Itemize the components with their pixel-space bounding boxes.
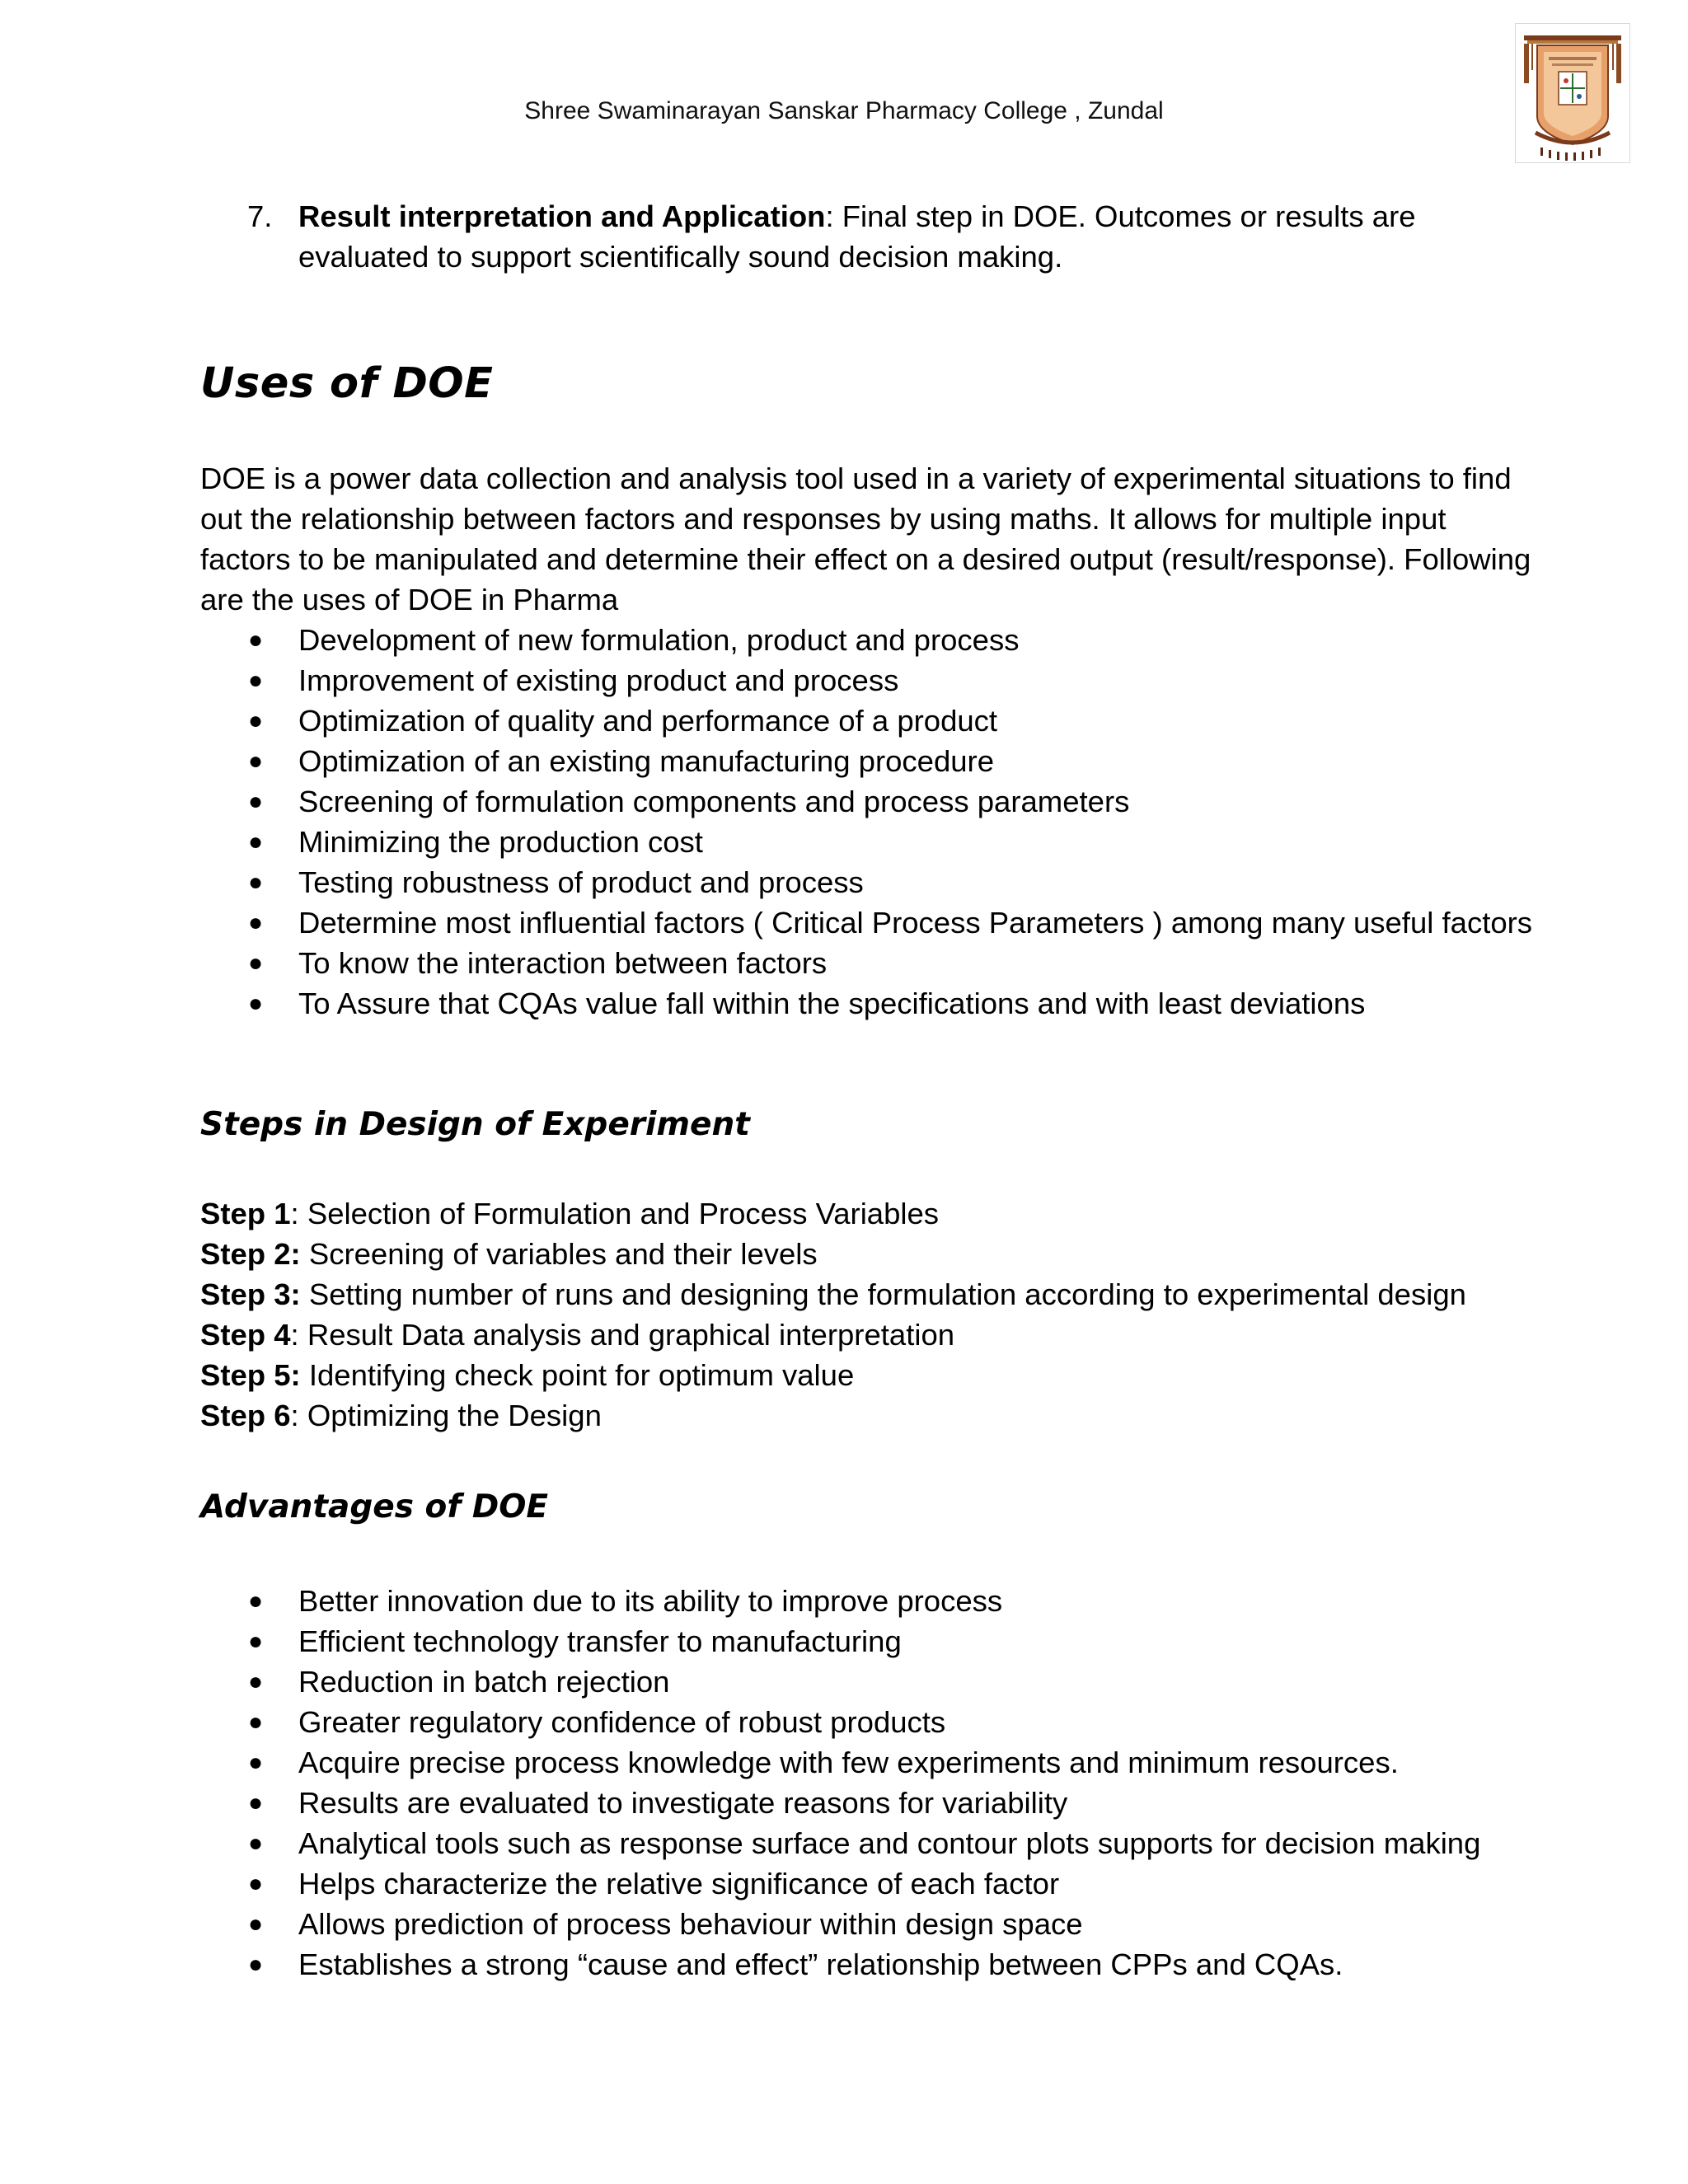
list-item bbox=[200, 701, 1536, 741]
bullet-icon: ● bbox=[248, 1708, 264, 1736]
list-item bbox=[200, 822, 1536, 862]
step-text: Identifying check point for optimum value bbox=[308, 1358, 855, 1392]
bullet-icon: ● bbox=[248, 869, 264, 896]
list-item bbox=[200, 1783, 1536, 1823]
list-item-text: Better innovation due to its ability to improve process bbox=[298, 1584, 1003, 1618]
list-item-text: Minimizing the production cost bbox=[298, 825, 703, 859]
bullet-icon: ● bbox=[248, 788, 264, 815]
bullet-icon: ● bbox=[248, 1628, 264, 1655]
uses-intro-paragraph: DOE is a power data collection and analysis tool used in a variety of experimental situations to find out the relationship between factors and responses by using maths. It allows for multiple input factors to be manipulated and determine their effect on a desired output (result/response). Following are the uses of DOE in Pharma bbox=[200, 462, 1531, 616]
bullet-icon: ● bbox=[248, 949, 264, 977]
list-item-text: Determine most influential factors ( Critical Process Parameters ) among many useful factors bbox=[298, 906, 1533, 940]
step-label: Step 2: bbox=[200, 1237, 301, 1271]
list-item-text: Optimization of an existing manufacturing procedure bbox=[298, 744, 995, 778]
college-crest-icon bbox=[1515, 23, 1630, 163]
list-item bbox=[200, 781, 1536, 822]
list-item-text: Development of new formulation, product and process bbox=[298, 623, 1020, 657]
bullet-icon: ● bbox=[248, 1830, 264, 1857]
bullet-icon: ● bbox=[248, 1587, 264, 1615]
list-item bbox=[200, 1944, 1536, 1985]
step-text: Selection of Formulation and Process Variables bbox=[307, 1197, 940, 1230]
bullet-icon: ● bbox=[248, 1910, 264, 1938]
step-item bbox=[200, 1234, 1536, 1274]
list-item-text: Establishes a strong “cause and effect” relationship between CPPs and CQAs. bbox=[298, 1947, 1343, 1981]
list-item-text: Optimization of quality and performance of a product bbox=[298, 704, 998, 738]
step-label: Step 6 bbox=[200, 1399, 291, 1432]
steps-heading: Steps in Design of Experiment bbox=[200, 1106, 750, 1143]
advantages-list bbox=[200, 1581, 1536, 1985]
uses-list bbox=[200, 620, 1536, 1024]
step-text: Setting number of runs and designing the formulation according to experimental design bbox=[308, 1277, 1466, 1311]
list-item-text: Results are evaluated to investigate reasons for variability bbox=[298, 1786, 1068, 1820]
bullet-icon: ● bbox=[248, 909, 264, 936]
list-item bbox=[200, 943, 1536, 983]
bullet-icon: ● bbox=[248, 667, 264, 694]
list-item-text: Greater regulatory confidence of robust products bbox=[298, 1705, 946, 1739]
advantages-heading: Advantages of DOE bbox=[200, 1488, 549, 1526]
list-item bbox=[200, 1661, 1536, 1702]
step-item: Step 6: Optimizing the Design bbox=[200, 1399, 602, 1432]
list-item-text: Reduction in batch rejection bbox=[298, 1665, 670, 1699]
list-item bbox=[200, 660, 1536, 701]
list-item-text: Helps characterize the relative significance of each factor bbox=[298, 1867, 1060, 1900]
list-item-text: Efficient technology transfer to manufacturing bbox=[298, 1624, 902, 1658]
list-item bbox=[200, 1742, 1536, 1783]
step-label: Step 4 bbox=[200, 1318, 291, 1352]
list-item bbox=[200, 983, 1536, 1024]
bullet-icon: ● bbox=[248, 748, 264, 775]
uses-heading: Uses of DOE bbox=[200, 359, 494, 408]
list-number: 7. bbox=[247, 199, 273, 233]
list-item-text: Allows prediction of process behaviour within design space bbox=[298, 1907, 1083, 1941]
list-item bbox=[200, 1581, 1536, 1621]
list-item-text: Testing robustness of product and process bbox=[298, 865, 864, 899]
bullet-icon: ● bbox=[248, 626, 264, 654]
bullet-icon: ● bbox=[248, 1951, 264, 1978]
step-item: Step 1: Selection of Formulation and Process Variables bbox=[200, 1197, 940, 1230]
numbered-item-text: : Final step in DOE. Outcomes or results are evaluated to support scientifically sound decision making. bbox=[298, 199, 1416, 274]
step-label: Step 5: bbox=[200, 1358, 301, 1392]
list-item-text: Acquire precise process knowledge with few experiments and minimum resources. bbox=[298, 1746, 1399, 1779]
list-item-text: Improvement of existing product and process bbox=[298, 663, 899, 697]
list-item-text: To know the interaction between factors bbox=[298, 946, 828, 980]
list-item bbox=[200, 902, 1536, 943]
bullet-icon: ● bbox=[248, 1749, 264, 1776]
list-item-text: To Assure that CQAs value fall within the specifications and with least deviations bbox=[298, 987, 1366, 1020]
bullet-icon: ● bbox=[248, 990, 264, 1017]
step-text: Screening of variables and their levels bbox=[308, 1237, 818, 1271]
list-item bbox=[200, 1904, 1536, 1944]
list-item bbox=[200, 741, 1536, 781]
steps-list bbox=[200, 1193, 1536, 1436]
bullet-icon: ● bbox=[248, 707, 264, 734]
list-item bbox=[200, 1621, 1536, 1661]
list-item-text: Analytical tools such as response surface and contour plots supports for decision making bbox=[298, 1826, 1481, 1860]
list-item bbox=[200, 620, 1536, 660]
step-text: Optimizing the Design bbox=[307, 1399, 602, 1432]
list-item bbox=[200, 1863, 1536, 1904]
step-label: Step 3: bbox=[200, 1277, 301, 1311]
list-item bbox=[200, 862, 1536, 902]
bullet-icon: ● bbox=[248, 828, 264, 855]
list-item-text: Screening of formulation components and process parameters bbox=[298, 785, 1130, 818]
bullet-icon: ● bbox=[248, 1870, 264, 1897]
step-item: Step 4: Result Data analysis and graphical interpretation bbox=[200, 1318, 955, 1352]
step-text: Result Data analysis and graphical interpretation bbox=[307, 1318, 955, 1352]
page-header-college-name: Shree Swaminarayan Sanskar Pharmacy College , Zundal bbox=[524, 97, 1164, 124]
numbered-item-title: Result interpretation and Application bbox=[298, 199, 826, 233]
list-item bbox=[200, 1702, 1536, 1742]
step-label: Step 1 bbox=[200, 1197, 291, 1230]
list-item bbox=[200, 1823, 1536, 1863]
numbered-item-7 bbox=[200, 196, 1536, 277]
step-item bbox=[200, 1274, 1536, 1315]
bullet-icon: ● bbox=[248, 1668, 264, 1695]
step-item bbox=[200, 1355, 1536, 1395]
bullet-icon: ● bbox=[248, 1789, 264, 1816]
